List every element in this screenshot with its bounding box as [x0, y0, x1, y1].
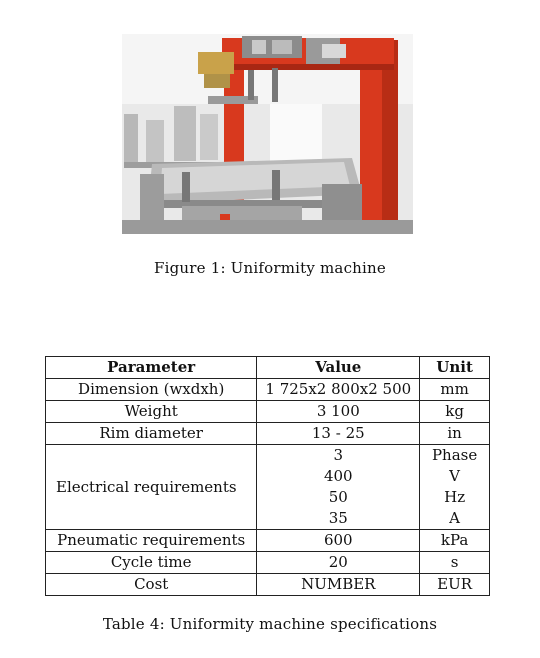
cell-value: 1 725x2 800x2 500 — [257, 379, 420, 401]
cell-unit: s — [420, 552, 490, 574]
electrical-value: 50 — [328, 488, 348, 506]
electrical-unit: V — [449, 467, 461, 485]
cell-unit: kg — [420, 401, 490, 423]
table-row — [46, 552, 490, 574]
header-parameter: Parameter — [46, 357, 257, 379]
cell-value: 20 — [257, 552, 420, 574]
electrical-unit: Phase — [431, 446, 478, 464]
cell-unit: in — [420, 423, 490, 445]
electrical-unit: A — [449, 509, 461, 527]
table-row — [46, 574, 490, 596]
cell-parameter: Pneumatic requirements — [46, 530, 257, 552]
cell-parameter: Rim diameter — [46, 423, 257, 445]
cell-unit-stack — [420, 445, 490, 530]
header-unit: Unit — [420, 357, 490, 379]
cell-unit: EUR — [420, 574, 490, 596]
table-caption: Table 4: Uniformity machine specifications — [102, 615, 438, 633]
cell-parameter: Cost — [46, 574, 257, 596]
cell-parameter: Electrical requirements — [46, 445, 257, 530]
table-header-row — [46, 357, 490, 379]
table-row — [46, 379, 490, 401]
header-value: Value — [257, 357, 420, 379]
cell-unit: mm — [420, 379, 490, 401]
table-row — [46, 530, 490, 552]
machine-illustration — [122, 34, 413, 234]
uniformity-machine-figure — [122, 34, 413, 234]
specifications-table — [45, 356, 490, 596]
cell-value: NUMBER — [257, 574, 420, 596]
table-row — [46, 401, 490, 423]
cell-value: 13 - 25 — [257, 423, 420, 445]
cell-value: 3 100 — [257, 401, 420, 423]
electrical-value: 35 — [328, 509, 348, 527]
electrical-unit: Hz — [444, 488, 466, 506]
table-row — [46, 423, 490, 445]
table-row-electrical — [46, 445, 490, 530]
cell-parameter: Dimension (wxdxh) — [46, 379, 257, 401]
figure-caption: Figure 1: Uniformity machine — [154, 259, 386, 277]
electrical-value: 400 — [323, 467, 353, 485]
cell-parameter: Cycle time — [46, 552, 257, 574]
cell-parameter: Weight — [46, 401, 257, 423]
electrical-value: 3 — [333, 446, 344, 464]
cell-unit: kPa — [420, 530, 490, 552]
cell-value-stack — [257, 445, 420, 530]
cell-value: 600 — [257, 530, 420, 552]
